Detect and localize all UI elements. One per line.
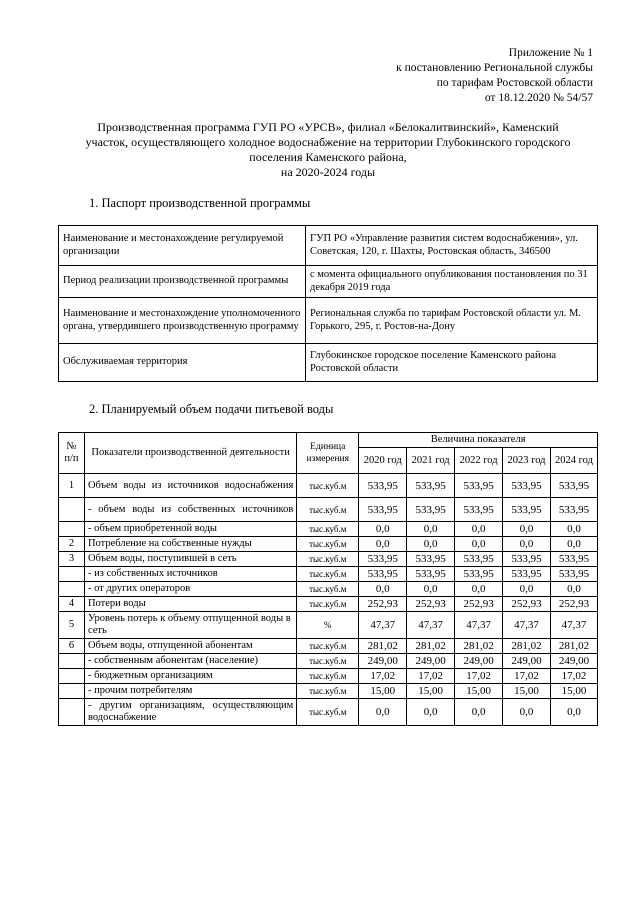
table-row: [59, 498, 598, 522]
header-year: 2020 год: [359, 448, 407, 474]
row-value: 252,93: [407, 597, 455, 612]
appendix-line: Приложение № 1: [508, 47, 593, 59]
header-year: 2023 год: [503, 448, 551, 474]
header-year: 2024 год: [550, 448, 597, 474]
row-value: 0,0: [407, 582, 455, 597]
row-value: 533,95: [503, 474, 551, 498]
row-number: 4: [59, 597, 85, 612]
row-value: 533,95: [550, 498, 597, 522]
passport-row: [59, 226, 598, 266]
table-row: [59, 612, 598, 639]
passport-table: [58, 225, 598, 382]
header-indicator: Показатели производственной деятельности: [84, 433, 296, 474]
row-value: 533,95: [550, 567, 597, 582]
row-number: [59, 567, 85, 582]
row-unit: тыс.куб.м: [297, 522, 359, 537]
row-unit: %: [297, 612, 359, 639]
header-unit: Единица измерения: [297, 433, 359, 474]
row-value: 0,0: [359, 582, 407, 597]
row-value: 533,95: [407, 474, 455, 498]
row-indicator: Объем воды, отпущенной абонентам: [84, 639, 296, 654]
title-line: Производственная программа ГУП РО «УРСВ», филиал «Белокалитвинский», Каменский: [97, 120, 559, 134]
title-line: участок, осуществляющего холодное водоснабжение на территории Глубокинского городского: [85, 135, 571, 149]
table-row: [59, 537, 598, 552]
document-title: [58, 120, 598, 180]
table-row: [59, 669, 598, 684]
row-indicator: - из собственных источников: [84, 567, 296, 582]
row-unit: тыс.куб.м: [297, 654, 359, 669]
appendix-line: к постановлению Региональной службы: [396, 62, 593, 74]
row-value: 249,00: [455, 654, 503, 669]
table-row: [59, 699, 598, 726]
row-unit: тыс.куб.м: [297, 552, 359, 567]
row-number: 2: [59, 537, 85, 552]
row-indicator: - объем воды из собственных источников: [84, 498, 296, 522]
row-value: 252,93: [359, 597, 407, 612]
row-value: 533,95: [359, 552, 407, 567]
row-unit: тыс.куб.м: [297, 699, 359, 726]
row-value: 0,0: [455, 537, 503, 552]
passport-row: [59, 298, 598, 344]
appendix-line: по тарифам Ростовской области: [436, 77, 593, 89]
row-indicator: Объем воды из источников водоснабжения: [84, 474, 296, 498]
row-number: 1: [59, 474, 85, 498]
row-value: 533,95: [455, 567, 503, 582]
table-row: [59, 654, 598, 669]
row-value: 533,95: [455, 498, 503, 522]
table-row: [59, 522, 598, 537]
row-value: 17,02: [503, 669, 551, 684]
row-value: 17,02: [550, 669, 597, 684]
passport-label: Наименование и местонахождение уполномоченного органа, утвердившего производственную программу: [59, 298, 306, 344]
passport-row: [59, 344, 598, 382]
row-value: 533,95: [407, 552, 455, 567]
volume-table-body: [59, 474, 598, 726]
row-value: 15,00: [503, 684, 551, 699]
row-value: 533,95: [455, 552, 503, 567]
table-row: [59, 474, 598, 498]
row-unit: тыс.куб.м: [297, 498, 359, 522]
title-line: на 2020-2024 годы: [280, 165, 376, 179]
row-value: 0,0: [455, 522, 503, 537]
row-value: 252,93: [503, 597, 551, 612]
row-value: 533,95: [550, 552, 597, 567]
row-value: 533,95: [503, 567, 551, 582]
row-indicator: Объем воды, поступившей в сеть: [84, 552, 296, 567]
row-value: 0,0: [503, 537, 551, 552]
passport-value: ГУП РО «Управление развития систем водоснабжения», ул. Советская, 120, г. Шахты, Ростовская область, 346500: [306, 226, 598, 266]
volume-table: [58, 432, 598, 726]
appendix-line: от 18.12.2020 № 54/57: [484, 92, 593, 104]
row-unit: тыс.куб.м: [297, 597, 359, 612]
row-value: 281,02: [455, 639, 503, 654]
appendix-block: [396, 46, 593, 106]
row-number: [59, 699, 85, 726]
section-2-heading: 2. Планируемый объем подачи питьевой воды: [89, 402, 334, 416]
row-number: [59, 669, 85, 684]
row-number: [59, 522, 85, 537]
row-value: 17,02: [407, 669, 455, 684]
row-value: 249,00: [503, 654, 551, 669]
row-value: 17,02: [455, 669, 503, 684]
passport-value: Глубокинское городское поселение Каменского района Ростовской области: [306, 344, 598, 382]
row-value: 0,0: [455, 699, 503, 726]
row-value: 17,02: [359, 669, 407, 684]
row-value: 533,95: [550, 474, 597, 498]
header-num: № п/п: [59, 433, 85, 474]
row-value: 0,0: [455, 582, 503, 597]
table-row: [59, 684, 598, 699]
row-value: 15,00: [455, 684, 503, 699]
row-unit: тыс.куб.м: [297, 639, 359, 654]
row-indicator: - прочим потребителям: [84, 684, 296, 699]
row-value: 0,0: [407, 699, 455, 726]
row-value: 0,0: [359, 699, 407, 726]
row-number: [59, 654, 85, 669]
row-value: 533,95: [407, 498, 455, 522]
row-value: 0,0: [550, 522, 597, 537]
row-number: 5: [59, 612, 85, 639]
row-value: 47,37: [407, 612, 455, 639]
row-value: 281,02: [359, 639, 407, 654]
row-value: 252,93: [550, 597, 597, 612]
header-year: 2021 год: [407, 448, 455, 474]
row-value: 0,0: [503, 582, 551, 597]
passport-label: Период реализации производственной программы: [59, 266, 306, 298]
header-year: 2022 год: [455, 448, 503, 474]
passport-value: с момента официального опубликования постановления по 31 декабря 2019 года: [306, 266, 598, 298]
passport-row: [59, 266, 598, 298]
passport-value: Региональная служба по тарифам Ростовской области ул. М. Горького, 295, г. Ростов-на-Дону: [306, 298, 598, 344]
header-value: Величина показателя: [359, 433, 598, 448]
row-number: 6: [59, 639, 85, 654]
row-value: 249,00: [407, 654, 455, 669]
row-value: 47,37: [550, 612, 597, 639]
row-value: 47,37: [503, 612, 551, 639]
row-value: 0,0: [407, 537, 455, 552]
table-row: [59, 597, 598, 612]
row-value: 0,0: [550, 699, 597, 726]
row-value: 0,0: [503, 699, 551, 726]
row-value: 249,00: [550, 654, 597, 669]
header-row: [59, 433, 598, 448]
row-value: 0,0: [550, 537, 597, 552]
table-row: [59, 582, 598, 597]
row-value: 533,95: [503, 498, 551, 522]
title-line: поселения Каменского района,: [249, 150, 407, 164]
passport-label: Обслуживаемая территория: [59, 344, 306, 382]
row-value: 533,95: [359, 498, 407, 522]
row-value: 533,95: [359, 474, 407, 498]
row-unit: тыс.куб.м: [297, 474, 359, 498]
row-indicator: Уровень потерь к объему отпущенной воды в сеть: [84, 612, 296, 639]
row-value: 15,00: [359, 684, 407, 699]
row-unit: тыс.куб.м: [297, 684, 359, 699]
row-unit: тыс.куб.м: [297, 537, 359, 552]
table-row: [59, 639, 598, 654]
row-indicator: - другим организациям, осуществляющим водоснабжение: [84, 699, 296, 726]
row-value: 252,93: [455, 597, 503, 612]
row-value: 533,95: [407, 567, 455, 582]
row-value: 281,02: [407, 639, 455, 654]
row-number: 3: [59, 552, 85, 567]
row-indicator: Потери воды: [84, 597, 296, 612]
row-value: 0,0: [359, 537, 407, 552]
row-value: 15,00: [550, 684, 597, 699]
row-value: 47,37: [455, 612, 503, 639]
row-indicator: - от других операторов: [84, 582, 296, 597]
row-indicator: - бюджетным организациям: [84, 669, 296, 684]
row-value: 533,95: [359, 567, 407, 582]
table-row: [59, 567, 598, 582]
row-indicator: - объем приобретенной воды: [84, 522, 296, 537]
row-number: [59, 684, 85, 699]
section-1-heading: 1. Паспорт производственной программы: [89, 196, 311, 210]
row-number: [59, 582, 85, 597]
passport-label: Наименование и местонахождение регулируемой организации: [59, 226, 306, 266]
row-unit: тыс.куб.м: [297, 567, 359, 582]
row-value: 0,0: [407, 522, 455, 537]
row-value: 281,02: [550, 639, 597, 654]
row-value: 0,0: [359, 522, 407, 537]
row-indicator: Потребление на собственные нужды: [84, 537, 296, 552]
row-value: 281,02: [503, 639, 551, 654]
row-value: 0,0: [503, 522, 551, 537]
row-value: 47,37: [359, 612, 407, 639]
row-number: [59, 498, 85, 522]
row-value: 15,00: [407, 684, 455, 699]
row-value: 533,95: [503, 552, 551, 567]
row-value: 533,95: [455, 474, 503, 498]
table-row: [59, 552, 598, 567]
row-value: 249,00: [359, 654, 407, 669]
row-unit: тыс.куб.м: [297, 582, 359, 597]
row-value: 0,0: [550, 582, 597, 597]
row-unit: тыс.куб.м: [297, 669, 359, 684]
row-indicator: - собственным абонентам (население): [84, 654, 296, 669]
